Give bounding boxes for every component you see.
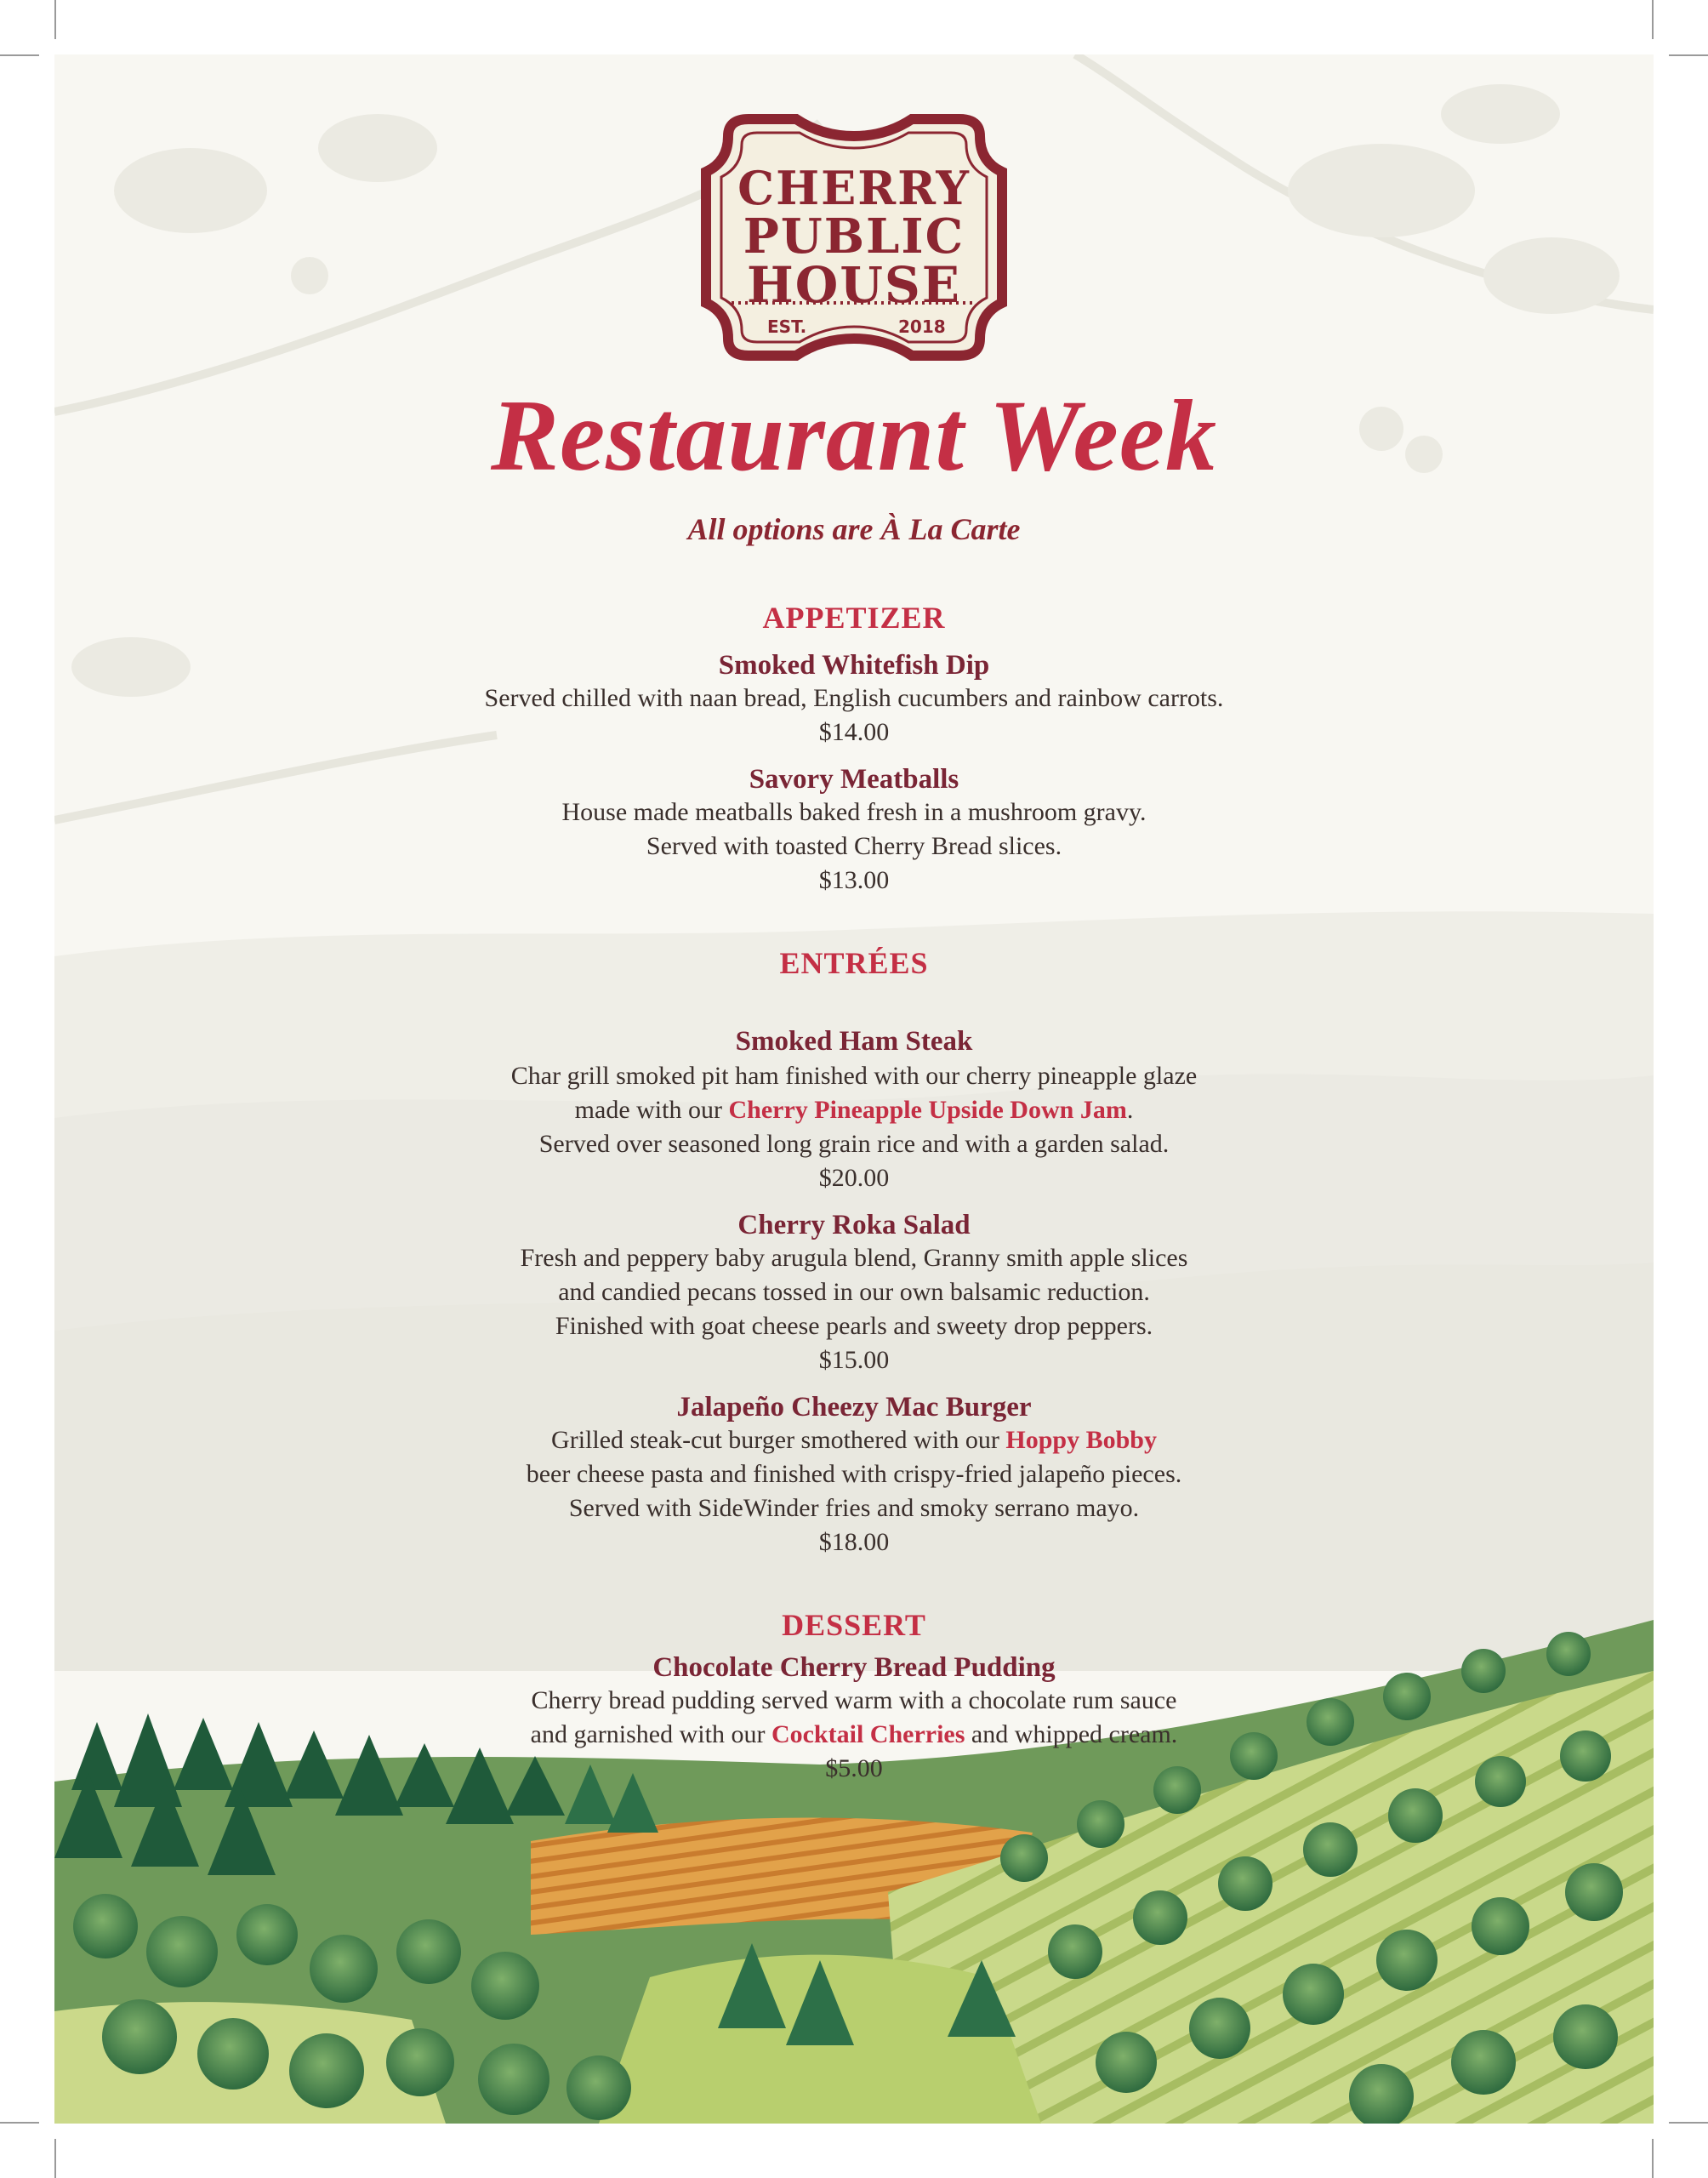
logo-est-year: 2018: [898, 316, 946, 337]
product-link-cherry-pineapple-jam: Cherry Pineapple Upside Down Jam: [728, 1096, 1127, 1124]
menu-item-description: Fresh and peppery baby arugula blend, Granny smith apple slices: [520, 1244, 1188, 1272]
menu-item-description: Char grill smoked pit ham finished with our cherry pineapple glaze: [510, 1062, 1198, 1090]
description-text: .: [1126, 1096, 1134, 1124]
description-text: and whipped cream.: [965, 1720, 1178, 1748]
menu-item-price: $13.00: [818, 866, 890, 894]
menu-item-description: [54, 1722, 1654, 1748]
crop-mark-bottom-right-h: [1669, 2122, 1708, 2124]
menu-item-price: $18.00: [818, 1528, 890, 1556]
section-heading-dessert: DESSERT: [782, 1608, 926, 1642]
menu-item-description: [54, 1098, 1654, 1123]
description-text: and garnished with our: [530, 1720, 771, 1748]
menu-item-description: Served chilled with naan bread, English cucumbers and rainbow carrots.: [484, 684, 1224, 712]
section-heading-entrees: ENTRÉES: [779, 946, 929, 980]
menu-item-description: Served with toasted Cherry Bread slices.: [646, 832, 1062, 860]
cherry-public-house-logo: [694, 111, 1014, 364]
page-title: Restaurant Week: [490, 379, 1217, 492]
logo-text-house: HOUSE: [747, 256, 961, 314]
menu-item-description: beer cheese pasta and finished with crispy-fried jalapeño pieces.: [526, 1460, 1182, 1488]
crop-mark-bottom-right-v: [1652, 2139, 1654, 2178]
crop-mark-top-right-v: [1652, 0, 1654, 39]
menu-item-description: Served with SideWinder fries and smoky serrano mayo.: [568, 1494, 1140, 1522]
page-subtitle: All options are À La Carte: [687, 512, 1021, 546]
menu-item-description: and candied pecans tossed in our own balsamic reduction.: [558, 1278, 1150, 1306]
menu-item-price: $15.00: [818, 1346, 890, 1374]
menu-item-name: Chocolate Cherry Bread Pudding: [652, 1652, 1056, 1683]
crop-mark-bottom-left-h: [0, 2122, 39, 2124]
menu-item-description: Finished with goat cheese pearls and sweety drop peppers.: [555, 1312, 1153, 1340]
menu-item-description: House made meatballs baked fresh in a mushroom gravy.: [561, 798, 1147, 826]
crop-mark-top-left-h: [0, 54, 39, 56]
crop-mark-bottom-left-v: [54, 2139, 56, 2178]
menu-item-price: $14.00: [818, 718, 890, 746]
menu-item-name: Smoked Ham Steak: [735, 1026, 973, 1057]
menu-item-price: $5.00: [825, 1754, 883, 1782]
menu-item-name: Savory Meatballs: [749, 764, 959, 795]
menu-item-name: Cherry Roka Salad: [737, 1210, 971, 1240]
menu-item-name: Jalapeño Cheezy Mac Burger: [676, 1392, 1032, 1423]
product-link-cocktail-cherries: Cocktail Cherries: [771, 1720, 965, 1748]
menu-item-description: [54, 1428, 1654, 1453]
menu-item-description: Cherry bread pudding served warm with a chocolate rum sauce: [531, 1686, 1177, 1714]
crop-mark-top-left-v: [54, 0, 56, 39]
menu-sheet: [54, 54, 1654, 2124]
description-text: made with our: [574, 1096, 729, 1124]
menu-item-description: Served over seasoned long grain rice and with a garden salad.: [538, 1130, 1170, 1158]
logo-text-cherry: CHERRY: [737, 161, 971, 215]
menu-item-name: Smoked Whitefish Dip: [718, 650, 990, 681]
description-text: Grilled steak-cut burger smothered with our: [551, 1426, 1006, 1454]
menu-item-price: $20.00: [818, 1164, 890, 1192]
section-heading-appetizer: APPETIZER: [762, 601, 946, 635]
crop-mark-top-right-h: [1669, 54, 1708, 56]
logo-text-public: PUBLIC: [743, 208, 965, 265]
logo-est-label: EST.: [767, 316, 807, 337]
product-link-hoppy-bobby: Hoppy Bobby: [1005, 1426, 1157, 1454]
